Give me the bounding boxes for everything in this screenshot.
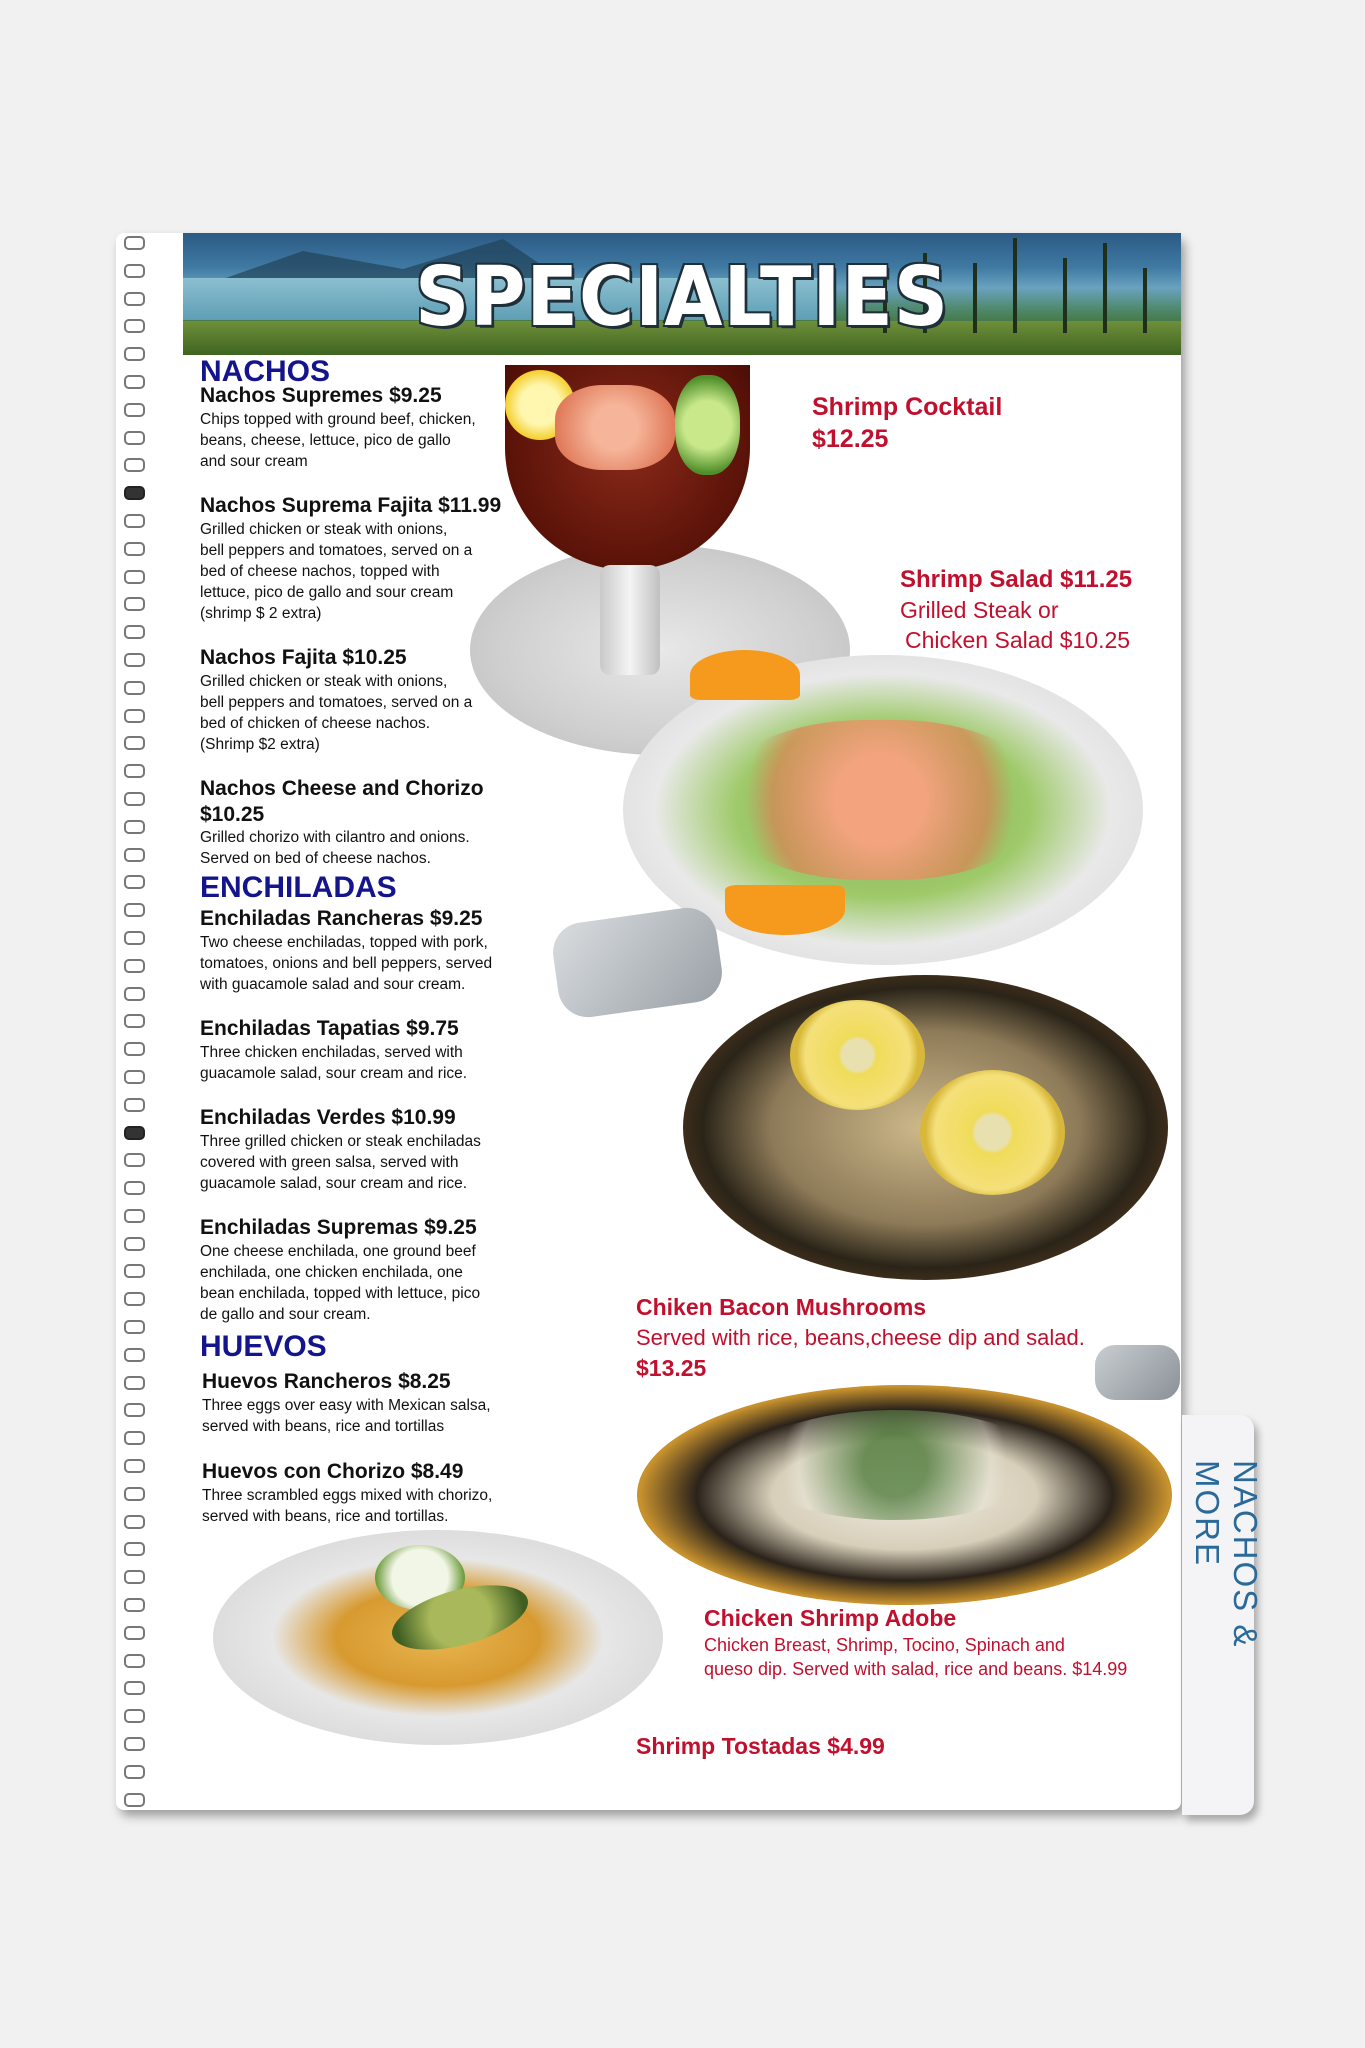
binder-ring (124, 1126, 145, 1140)
featured-desc: Grilled Steak or (900, 597, 1059, 623)
featured-desc: Chicken Breast, Shrimp, Tocino, Spinach and (704, 1635, 1065, 1655)
featured-desc: queso dip. Served with salad, rice and beans. $14.99 (704, 1659, 1128, 1679)
binder-ring (124, 1681, 145, 1695)
menu-item-desc: Three grilled chicken or steak enchiladas covered with green salsa, served with guacamole salad, sour cream and rice. (200, 1133, 481, 1192)
binder-ring (124, 820, 145, 834)
binder-ring (124, 1098, 145, 1112)
binder-ring (124, 1598, 145, 1612)
binder-ring (124, 1292, 145, 1306)
binder-ring (124, 1542, 145, 1556)
binder-ring (124, 848, 145, 862)
binder-ring (124, 709, 145, 723)
featured-name: Chiken Bacon Mushrooms (636, 1294, 927, 1320)
binder-ring (124, 653, 145, 667)
binder-ring (124, 903, 145, 917)
binder-ring (124, 1626, 145, 1640)
section-title-nachos: NACHOS (200, 355, 331, 388)
menu-item-title: Enchiladas Tapatias $9.75 (200, 1017, 459, 1040)
binder-ring (124, 1264, 145, 1278)
binder-ring (124, 319, 145, 333)
binder-ring (124, 1570, 145, 1584)
cocktail-lime (675, 375, 740, 475)
binder-ring (124, 681, 145, 695)
menu-item-title: Huevos con Chorizo $8.49 (202, 1460, 464, 1483)
binder-rings (124, 236, 148, 1806)
binder-ring (124, 375, 145, 389)
binder-ring (124, 1181, 145, 1195)
featured-price: $12.25 (812, 425, 889, 453)
menu-item-title: Enchiladas Rancheras $9.25 (200, 907, 483, 930)
binder-ring (124, 1737, 145, 1751)
binder-ring (124, 1014, 145, 1028)
binder-ring (124, 1515, 145, 1529)
binder-ring (124, 1765, 145, 1779)
adobe-spinach (745, 1410, 1045, 1520)
featured-name: Chicken Shrimp Adobe (704, 1605, 957, 1631)
menu-item-desc: Two cheese enchiladas, topped with pork, tomatoes, onions and bell peppers, served with guacamole salad and sour cream. (200, 934, 493, 993)
binder-ring (124, 347, 145, 361)
section-tab-label[interactable]: NACHOS & MORE (1189, 1460, 1264, 1649)
binder-ring (124, 1793, 145, 1807)
binder-ring (124, 959, 145, 973)
binder-ring (124, 987, 145, 1001)
binder-ring (124, 764, 145, 778)
binder-ring (124, 486, 145, 500)
menu-item-title: Nachos Suprema Fajita $11.99 (200, 494, 502, 517)
binder-ring (124, 1320, 145, 1334)
binder-ring (124, 625, 145, 639)
binder-ring (124, 931, 145, 945)
adobe-mitt (1095, 1345, 1180, 1400)
featured-name: Shrimp Salad $11.25 (900, 566, 1133, 593)
binder-ring (124, 292, 145, 306)
binder-ring (124, 403, 145, 417)
binder-ring (124, 792, 145, 806)
cocktail-shrimp (555, 385, 675, 470)
menu-item-title: Enchiladas Supremas $9.25 (200, 1216, 477, 1239)
binder-ring (124, 597, 145, 611)
menu-item-title: Huevos Rancheros $8.25 (202, 1370, 451, 1393)
binder-ring (124, 1654, 145, 1668)
menu-item-desc: Grilled chicken or steak with onions, bell peppers and tomatoes, served on a bed of chicken of cheese nachos. (Shrimp $2 extra) (200, 673, 473, 753)
featured-name: Shrimp Cocktail (812, 393, 1003, 421)
binder-ring (124, 736, 145, 750)
featured-desc: Served with rice, beans,cheese dip and salad. (636, 1325, 1085, 1350)
binder-ring (124, 1153, 145, 1167)
pineapple-ring-2 (920, 1070, 1065, 1195)
salad-shrimp (720, 720, 1040, 880)
binder-ring (124, 1403, 145, 1417)
binder-ring (124, 1487, 145, 1501)
menu-item-desc: Three scrambled eggs mixed with chorizo, served with beans, rice and tortillas. (202, 1487, 493, 1525)
binder-ring (124, 1431, 145, 1445)
menu-item-title: Nachos Cheese and Chorizo (200, 777, 484, 800)
menu-item-desc: Grilled chicken or steak with onions, bell peppers and tomatoes, served on a bed of cheese nachos, topped with lettuce, pico de gallo and sour cream (shrimp $ 2 extra) (200, 521, 473, 622)
binder-ring (124, 1070, 145, 1084)
binder-ring (124, 875, 145, 889)
menu-item-desc: One cheese enchilada, one ground beef enchilada, one chicken enchilada, one bean enchilada, topped with lettuce, pico de gallo and sour cream. (200, 1243, 481, 1323)
salad-orange-2 (725, 885, 845, 935)
binder-ring (124, 431, 145, 445)
menu-item-title: Nachos Fajita $10.25 (200, 646, 407, 669)
menu-item-desc: Chips topped with ground beef, chicken, beans, cheese, lettuce, pico de gallo and sour cream (200, 411, 476, 470)
menu-item-desc: Three eggs over easy with Mexican salsa, served with beans, rice and tortillas (202, 1397, 491, 1435)
featured-price: $13.25 (636, 1355, 707, 1381)
binder-ring (124, 514, 145, 528)
cocktail-stem (600, 565, 660, 675)
menu-item-title: Nachos Supremes $9.25 (200, 384, 442, 407)
binder-ring (124, 236, 145, 250)
binder-ring (124, 570, 145, 584)
binder-ring (124, 1209, 145, 1223)
pineapple-ring (790, 1000, 925, 1110)
menu-item-desc: Three chicken enchiladas, served with guacamole salad, sour cream and rice. (200, 1044, 468, 1082)
binder-ring (124, 264, 145, 278)
binder-ring (124, 458, 145, 472)
binder-ring (124, 1459, 145, 1473)
section-title-huevos: HUEVOS (200, 1330, 327, 1363)
binder-ring (124, 1376, 145, 1390)
binder-ring (124, 1237, 145, 1251)
menu-item-price: $10.25 (200, 803, 265, 826)
page-title: SPECIALTIES (414, 250, 950, 345)
binder-ring (124, 1709, 145, 1723)
menu-item-desc: Grilled chorizo with cilantro and onions. Served on bed of cheese nachos. (200, 829, 470, 867)
binder-ring (124, 1348, 145, 1362)
featured-desc: Chicken Salad $10.25 (905, 627, 1131, 653)
menu-item-title: Enchiladas Verdes $10.99 (200, 1106, 456, 1129)
binder-ring (124, 542, 145, 556)
binder-ring (124, 1042, 145, 1056)
featured-name: Shrimp Tostadas $4.99 (636, 1733, 885, 1759)
section-title-enchiladas: ENCHILADAS (200, 871, 397, 904)
salad-orange (690, 650, 800, 700)
